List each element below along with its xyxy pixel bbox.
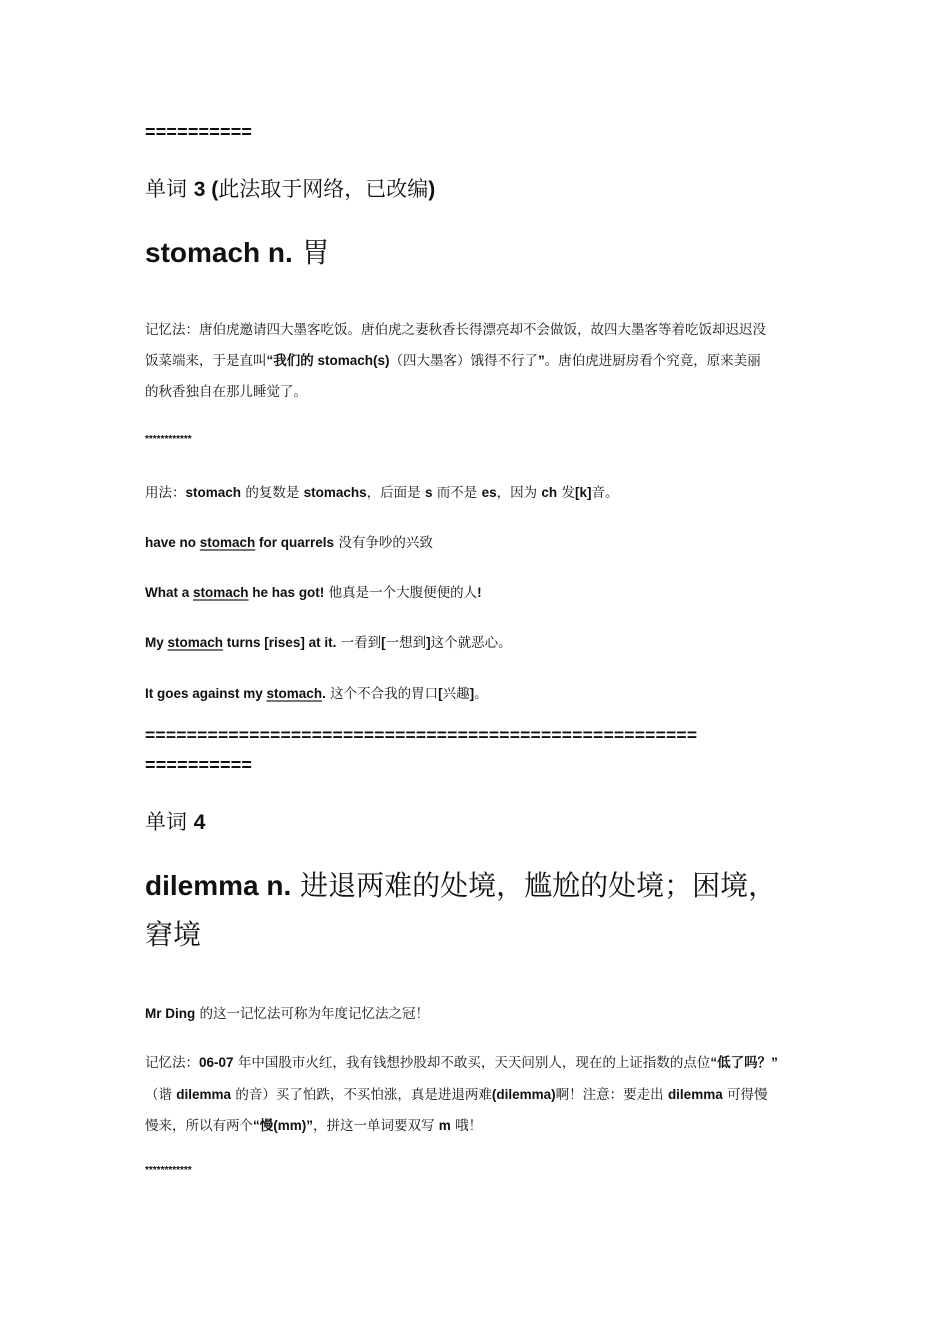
memory-line-1 [145, 1051, 778, 1071]
text: ] [469, 686, 475, 701]
text: . [322, 686, 326, 701]
heading-paren-close: ) [428, 178, 436, 201]
text: 一看到 [336, 635, 382, 651]
text: have no [145, 535, 200, 550]
memory-line-3: 的秋香独自在那儿睡觉了。 [145, 384, 307, 400]
word3-title [145, 231, 330, 271]
text: ” [538, 353, 545, 368]
heading-number: 4 [193, 811, 206, 834]
heading-prefix: 单词 [145, 810, 194, 834]
text: 记忆法： [145, 1055, 199, 1071]
word3-heading [145, 173, 435, 203]
text: 06-07 [199, 1055, 234, 1070]
memory-line-2 [145, 1083, 768, 1103]
link-stomach[interactable]: stomach [266, 686, 323, 701]
text: m [438, 1118, 451, 1133]
example-1 [145, 531, 433, 551]
text: 他真是一个大腹便便的人 [324, 585, 478, 601]
text: ，拼这一单词要双写 [313, 1118, 439, 1134]
word-term: stomach n. [145, 237, 293, 268]
text: 用法： [145, 485, 186, 501]
note-line [145, 1002, 429, 1022]
word-meaning: 胃 [292, 236, 330, 269]
word-meaning: 进退两难的处境，尴尬的处境；困境， [291, 869, 777, 902]
text: ! [477, 585, 482, 600]
text: （四大墨客）饿得不行了 [389, 353, 539, 369]
text: ，因为 [496, 485, 542, 501]
text: 没有争吵的兴致 [334, 535, 433, 551]
text: [k] [574, 485, 592, 500]
heading-paren-open: ( [205, 178, 219, 201]
heading-prefix: 单词 [145, 177, 194, 201]
separator-long: ===================================================== [145, 725, 698, 745]
heading-number: 3 [193, 178, 206, 201]
text: 啊！注意：要走出 [555, 1087, 668, 1103]
text: 发 [557, 485, 575, 501]
text: stomachs [303, 485, 367, 500]
text: 的音）买了怕跌，不买怕涨，真是进退两难 [231, 1087, 492, 1103]
text: es [481, 485, 497, 500]
example-2 [145, 581, 482, 601]
text: he has got! [248, 585, 325, 600]
text: ，后面是 [366, 485, 425, 501]
text: It goes against my [145, 686, 267, 701]
text: 这个就恶心。 [430, 635, 512, 651]
word4-heading [145, 806, 205, 836]
text: 一想到 [385, 635, 427, 651]
text: 兴趣 [442, 686, 470, 702]
memory-line-1: 记忆法：唐伯虎邀请四大墨客吃饭。唐伯虎之妻秋香长得漂亮却不会做饭，故四大墨客等着吃饭却迟迟没 [145, 322, 766, 338]
stars-divider: ************ [145, 1165, 192, 1176]
link-stomach[interactable]: stomach [193, 585, 249, 600]
text: What a [145, 585, 194, 600]
text: Mr Ding [145, 1006, 196, 1021]
text: 音。 [591, 485, 619, 501]
text: 。 [474, 686, 488, 702]
link-stomach[interactable]: stomach [199, 535, 256, 550]
text: ch [541, 485, 558, 500]
text: dilemma [667, 1087, 723, 1102]
text: 可得慢 [722, 1087, 768, 1103]
link-stomach[interactable]: stomach [167, 635, 224, 650]
text: 慢来，所以有两个 [145, 1118, 253, 1134]
word4-title [145, 864, 776, 904]
stars-divider: ************ [145, 434, 192, 445]
text: ] [426, 635, 431, 650]
memory-line-3 [145, 1114, 482, 1134]
text: [ [381, 635, 386, 650]
text: (dilemma) [491, 1087, 556, 1102]
text: “低了吗？” [710, 1055, 778, 1070]
word-term: dilemma n. [145, 870, 292, 901]
word4-title-cont: 窘境 [145, 918, 202, 951]
text: 而不是 [432, 485, 482, 501]
example-4 [145, 682, 488, 702]
text: s [424, 485, 433, 500]
text: stomach [185, 485, 242, 500]
example-3 [145, 631, 512, 651]
text: turns [rises] at it. [223, 635, 337, 650]
separator-short: ========== [145, 755, 253, 775]
text: 的复数是 [241, 485, 304, 501]
memory-line-2 [145, 349, 761, 369]
usage-line [145, 481, 618, 501]
text: “慢(mm)” [253, 1118, 313, 1133]
text: 饭菜端来，于是直叫 [145, 353, 267, 369]
heading-note: 此法取于网络，已改编 [218, 177, 429, 201]
text: My [145, 635, 168, 650]
text: （谐 [145, 1087, 177, 1103]
text: 这个不合我的胃口 [325, 686, 439, 702]
separator-short: ========== [145, 122, 253, 142]
text: 年中国股市火红，我有钱想抄股却不敢买，天天问别人，现在的上证指数的点位 [233, 1055, 711, 1071]
text: “我们的 stomach(s) [266, 353, 390, 368]
text: for quarrels [255, 535, 335, 550]
text: 哦！ [450, 1118, 483, 1134]
text: [ [438, 686, 443, 701]
text: 。唐伯虎进厨房看个究竟，原来美丽 [544, 353, 761, 369]
text: dilemma [176, 1087, 232, 1102]
text: 的这一记忆法可称为年度记忆法之冠！ [195, 1006, 430, 1022]
